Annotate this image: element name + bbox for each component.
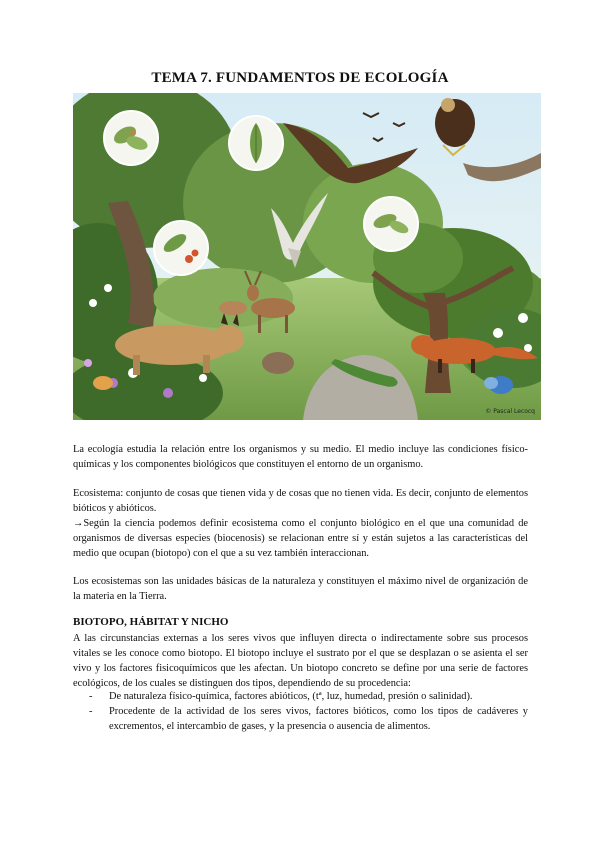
section-heading: BIOTOPO, HÁBITAT Y NICHO xyxy=(73,616,229,628)
illustration-credit: © Pascal Lecocq xyxy=(485,408,535,415)
list-dash: - xyxy=(89,691,93,702)
list-item-text: De naturaleza físico-química, factores abióticos, (tª, luz, humedad, presión o salinidad). xyxy=(109,691,473,702)
paragraph-biotopo: A las circunstancias externas a los seres vivos que influyen directa o indirectamente sobre sus procesos vitales se les conoce como biotopo. El biotopo incluye el sustrato por el que se desplazan o se asienta el ser vivo y los factores fisicoquímicos que les afectan. Un biotopo concreto se define por una serie de factores ecológicos, de los cuales se distinguen dos tipos, dependiendo de su procedencia: xyxy=(73,633,528,689)
ecosystem-scene xyxy=(73,93,541,420)
list-item-text: Procedente de la actividad de los seres vivos, factores bióticos, como los tipos de cadáveres y excrementos, el intercambio de gases, y la presencia o ausencia de alimentos. xyxy=(109,706,528,732)
paragraph-ciencia: →Según la ciencia podemos definir ecosistema como el conjunto biológico en el que una comunidad de organismos de diversas especies (biocenosis) se relacionan entre sí y están sujetos a las características del medio que ocupan (biotopo) con el que a su vez también interaccionan. xyxy=(73,518,528,559)
ecosystem-illustration xyxy=(73,93,541,420)
paragraph-intro: La ecología estudia la relación entre los organismos y su medio. El medio incluye las condiciones físico-químicas y los componentes biológicos que constituyen el entorno de un organismo. xyxy=(73,444,528,470)
factor-list xyxy=(73,689,528,734)
list-item xyxy=(73,704,528,734)
paragraph-unidades: Los ecosistemas son las unidades básicas de la naturaleza y constituyen el máximo nivel de organización de la materia en la Tierra. xyxy=(73,576,528,602)
list-dash: - xyxy=(89,706,93,717)
page-title: TEMA 7. FUNDAMENTOS DE ECOLOGÍA xyxy=(151,70,449,86)
list-item xyxy=(73,689,528,704)
paragraph-ecosistema: Ecosistema: conjunto de cosas que tienen vida y de cosas que no tienen vida. Es decir, conjunto de elementos bióticos y abióticos. xyxy=(73,488,528,514)
